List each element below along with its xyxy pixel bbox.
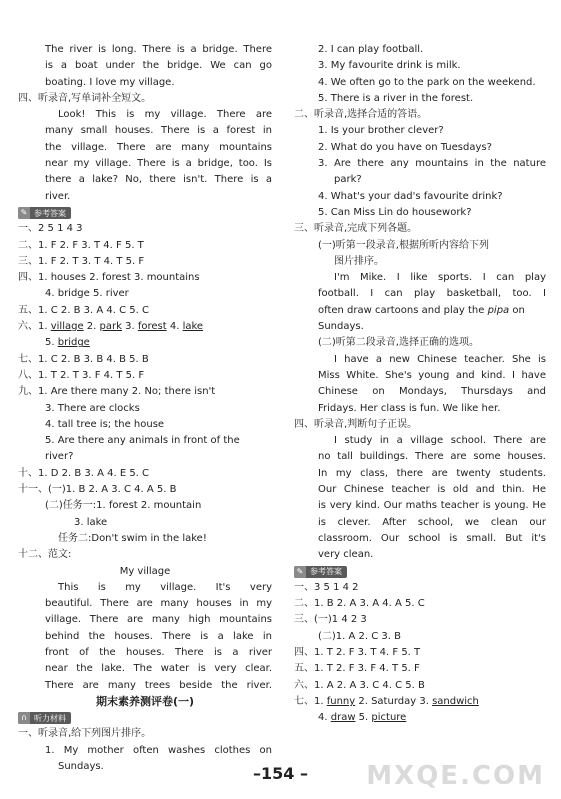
passage-line: Sundays. (318, 321, 364, 333)
answer-line: river? (45, 451, 74, 463)
passage-line: many small houses. There is a forest in (45, 125, 272, 137)
page-number: –154 – (253, 764, 308, 783)
italic-word: pipa (487, 304, 510, 316)
headphones-icon: ∩ (18, 712, 30, 724)
listening-line: 1. My mother often washes clothes on (45, 744, 272, 756)
passage-line: I'm Mike. I like sports. I can play (334, 272, 546, 284)
listening-line: 2. What do you have on Tuesdays? (318, 141, 492, 153)
passage-line: I study in a village school. There are (334, 435, 546, 447)
underlined-word: sandwich (432, 695, 479, 707)
listening-line: 2. I can play football. (318, 44, 424, 55)
answer-line: 4. draw 5. picture (318, 712, 407, 724)
passage-line: very clean. (318, 549, 374, 561)
passage-line: river. (45, 190, 71, 202)
underlined-word: lake (182, 321, 204, 333)
answer-line: 4. bridge 5. river (45, 288, 129, 300)
underlined-word: funny (326, 695, 356, 707)
essay-line: This is my village. It's very (58, 581, 272, 593)
underlined-word: bridge (57, 337, 90, 349)
answer-line: 十一、(一)1. B 2. A 3. C 4. A 5. B (18, 484, 177, 496)
section-heading: 四、听录音,写单词补全短文。 (18, 92, 152, 104)
sub-heading: (二)听第二段录音,选择正确的选项。 (318, 337, 479, 349)
passage-line: no tall buildings. There are some houses. (318, 451, 546, 463)
listening-line: 4. What's your dad's favourite drink? (318, 190, 503, 202)
passage-line: In my class, there are twenty students. (318, 467, 546, 479)
answer-line: 一、3 5 1 4 2 (294, 581, 359, 593)
answer-line: 二、1. B 2. A 3. A 4. A 5. C (294, 598, 425, 610)
passage-line: football. I can play basketball, too. I (318, 288, 546, 300)
essay-line: There are many trees beside the river. (45, 679, 272, 691)
essay-line: village. There are many high mountains (45, 614, 272, 626)
passage-line: Our Chinese teacher is old and thin. He (318, 484, 546, 496)
passage-line: The river is long. There is a bridge. There (45, 44, 272, 55)
underlined-word: village (50, 321, 84, 333)
listening-line: 1. Is your brother clever? (318, 125, 444, 137)
passage-line: boating. I love my village. (45, 76, 175, 88)
section-heading: 三、听录音,完成下列各题。 (294, 223, 418, 235)
answer-line: 七、1. C 2. B 3. B 4. B 5. B (18, 353, 149, 365)
answer-key-label: 参考答案 (34, 208, 66, 218)
section-heading: 四、听录音,判断句子正误。 (294, 418, 418, 430)
answer-key-label: 参考答案 (310, 567, 342, 577)
left-column (18, 42, 272, 775)
passage-line: Fridays. Her class is fun. We like her. (318, 402, 501, 414)
passage-line: classroom. Our school is small. But it's (318, 532, 546, 544)
listening-line: 5. There is a river in the forest. (318, 92, 474, 104)
listening-line: 4. We often go to the park on the weekend. (318, 76, 536, 88)
underlined-word: park (99, 321, 122, 333)
passage-line: is a boat under the bridge. We can go (45, 60, 272, 72)
answer-line: 三、1. F 2. T 3. T 4. T 5. F (18, 255, 145, 267)
passage-line: the village. There are many mountains (45, 141, 272, 153)
essay-line: beautiful. There are many houses in my (45, 598, 272, 610)
answer-line: 五、1. C 2. B 3. A 4. C 5. C (18, 304, 149, 316)
answer-line: 三、(一)1 4 2 3 (294, 614, 367, 626)
listening-material-label: 听力材料 (34, 713, 66, 723)
passage-line: there a lake? No, there isn't. There is a (45, 174, 272, 186)
answer-line: 5. Are there any animals in front of the (45, 435, 240, 447)
answer-line: 九、1. Are there many 2. No; there isn't (18, 386, 216, 398)
underlined-word: picture (371, 712, 407, 724)
answer-line: 5. bridge (45, 337, 90, 349)
listening-line: Sundays. (58, 761, 104, 773)
answer-line: (二)1. A 2. C 3. B (318, 630, 402, 642)
sub-heading: (一)听第一段录音,根据所听内容给下列 (318, 239, 489, 251)
answer-line: (二)任务一:1. forest 2. mountain (45, 500, 202, 512)
underlined-word: draw (330, 712, 356, 724)
answer-line: 四、1. houses 2. forest 3. mountains (18, 272, 200, 284)
passage-line: often draw cartoons and play the pipa on (318, 304, 525, 316)
answer-line: 一、2 5 1 4 3 (18, 223, 83, 235)
listening-line: 3. Are there any mountains in the nature (318, 158, 546, 170)
answer-line: 二、1. F 2. F 3. T 4. F 5. T (18, 239, 144, 251)
passage-line: near my village. There is a bridge, too. Is (45, 158, 272, 170)
passage-line: Miss White. She's young and kind. I have (318, 369, 546, 381)
answer-key-tag (294, 566, 347, 578)
answer-line: 3. There are clocks (45, 402, 140, 414)
answer-line: 七、1. funny 2. Saturday 3. sandwich (294, 695, 479, 707)
answer-line: 任务二:Don't swim in the lake! (58, 532, 207, 544)
essay-line: behind the houses. There is a lake in (45, 630, 272, 642)
answer-line: 十二、范文: (18, 549, 72, 561)
underlined-word: forest (137, 321, 167, 333)
essay-line: front of the houses. There is a river (45, 646, 272, 658)
sub-heading: 图片排序。 (334, 255, 384, 267)
answer-line: 五、1. T 2. F 3. F 4. T 5. F (294, 663, 420, 675)
exam-title: 期末素养测评卷(一) (95, 694, 195, 708)
essay-line: near the lake. The water is very clear. (45, 663, 272, 675)
listening-line: 3. My favourite drink is milk. (318, 60, 461, 72)
passage-line: I have a new Chinese teacher. She is (334, 353, 546, 365)
answer-line: 四、1. T 2. F 3. T 4. F 5. T (294, 646, 421, 658)
answer-line: 十、1. D 2. B 3. A 4. E 5. C (18, 467, 150, 479)
passage-line: is very kind. Our maths teacher is young. He (318, 500, 546, 512)
passage-line: is clever. After school, we clean our (318, 516, 546, 528)
answer-line: 六、1. village 2. park 3. forest 4. lake (18, 321, 204, 333)
answer-line: 4. tall tree is; the house (45, 418, 165, 430)
watermark: MXQE.COM (366, 761, 545, 791)
answer-key-icon: ✎ (294, 566, 306, 578)
answer-key-icon: ✎ (18, 207, 30, 219)
passage-line: Look! This is my village. There are (58, 109, 272, 121)
listening-line: park? (334, 174, 362, 186)
listening-material-tag (18, 712, 71, 724)
listening-line: 5. Can Miss Lin do housework? (318, 206, 472, 218)
right-column (294, 42, 546, 726)
answer-line: 3. lake (74, 516, 108, 528)
essay-title: My village (119, 565, 171, 577)
answer-key-tag (18, 207, 71, 219)
section-heading: 二、听录音,选择合适的答语。 (294, 109, 428, 121)
question-heading: 一、听录音,给下列图片排序。 (18, 728, 152, 740)
passage-line: Chinese on Mondays, Thursdays and (318, 386, 546, 398)
answer-line: 八、1. T 2. T 3. F 4. T 5. F (18, 369, 145, 381)
answer-line: 六、1. A 2. A 3. C 4. C 5. B (294, 679, 425, 691)
